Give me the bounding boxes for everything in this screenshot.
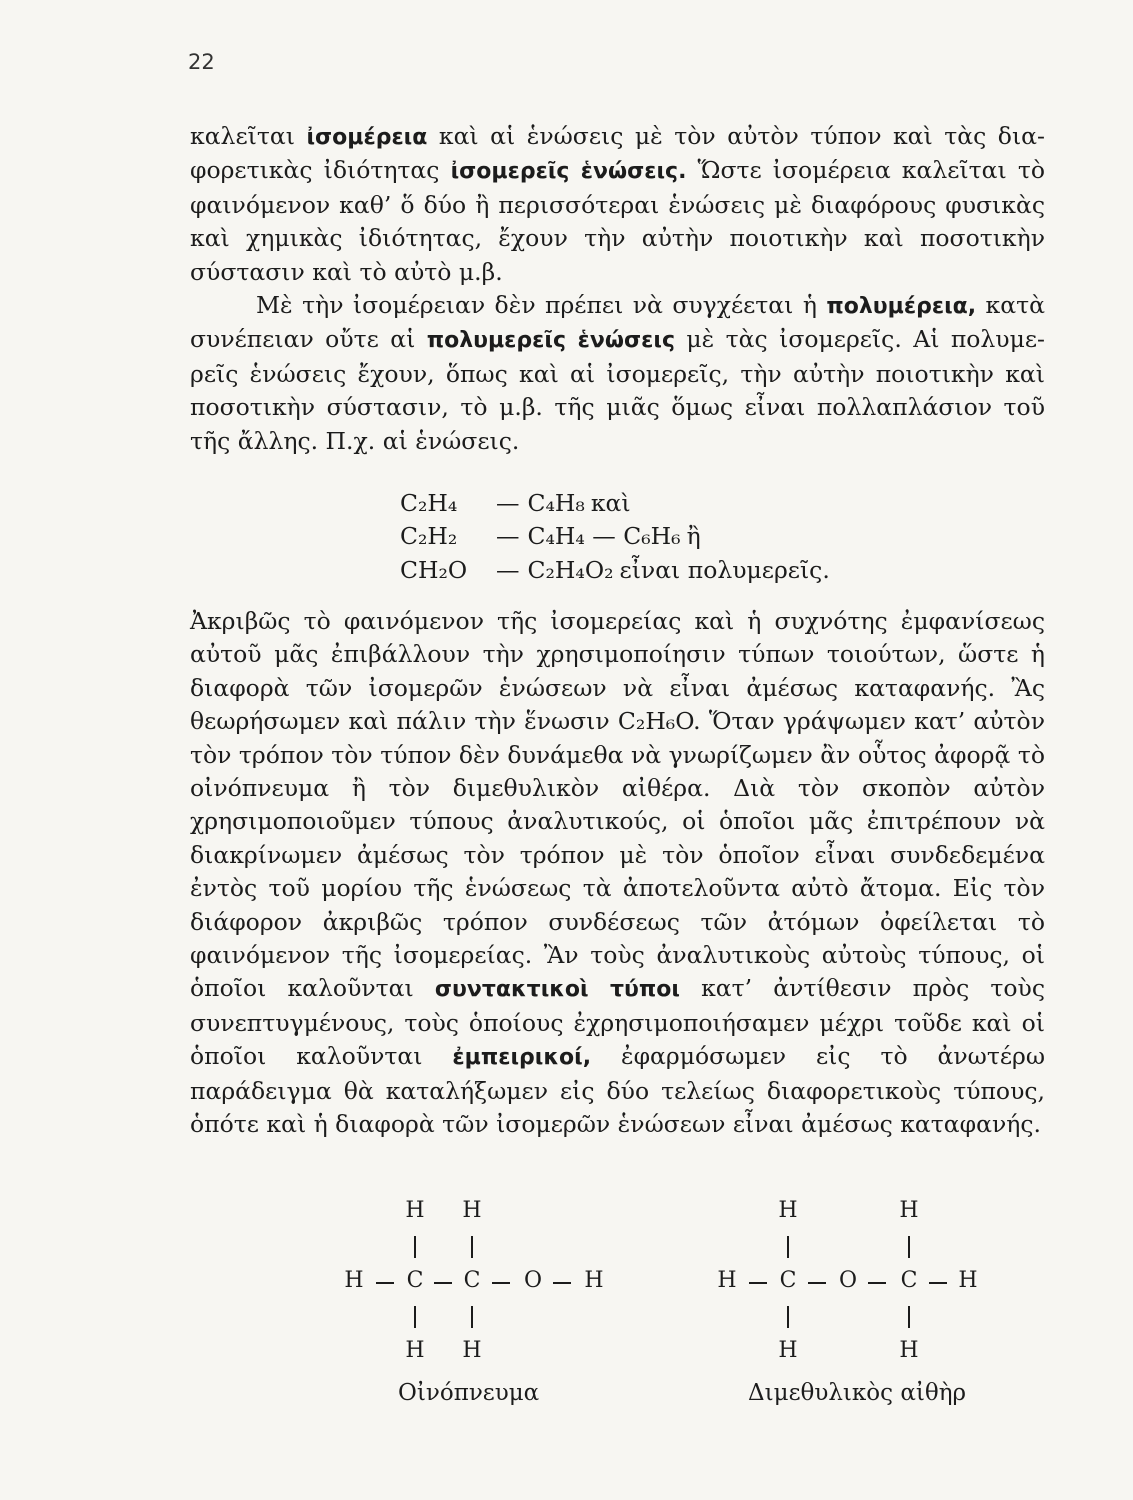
paragraph-polymerism (190, 289, 1045, 458)
atom-c2: C (463, 1268, 481, 1293)
atom-c1: C (406, 1268, 424, 1293)
atom-c1: C (779, 1268, 797, 1293)
formula-row (400, 487, 830, 520)
bond-vertical (471, 1236, 473, 1258)
paragraph-text: κατὰ συνέπειαν οὔτε αἱ (190, 291, 1045, 354)
bond-vertical (471, 1306, 473, 1328)
atom-h-bottom-right: H (462, 1338, 482, 1363)
formula-left: C₂H₂ (400, 522, 458, 551)
formula-dash: — (496, 522, 520, 551)
paragraph-text: Μὲ τὴν ἰσομέρειαν δὲν πρέπει νὰ συγχέεται ἡ (256, 291, 827, 320)
bond-horizontal (749, 1282, 767, 1284)
atom-h-bottom-right: H (899, 1338, 919, 1363)
atom-h-left: H (344, 1268, 364, 1293)
atom-h-top-left: H (405, 1198, 425, 1223)
formula-left: CH₂O (400, 555, 468, 584)
term-empeirikoi: ἐμπειρικοί, (452, 1045, 592, 1071)
bond-horizontal (434, 1282, 452, 1284)
term-polymereia: πολυμέρεια, (826, 294, 977, 320)
atom-o: O (523, 1268, 543, 1293)
term-syntaktikoi-typoi: συντακτικοὶ τύποι (434, 977, 680, 1003)
bond-vertical (908, 1236, 910, 1258)
atom-c2: C (900, 1268, 918, 1293)
caption-ethanol: Οἰνόπνευμα (398, 1380, 540, 1406)
bond-vertical (787, 1306, 789, 1328)
formula-dash: — (496, 555, 520, 584)
bond-horizontal (808, 1282, 826, 1284)
caption-dimethyl-ether: Διμεθυλικὸς αἰθὴρ (748, 1380, 967, 1406)
atom-o: O (838, 1268, 858, 1293)
formula-right: C₄H₈ (527, 489, 585, 517)
formula-row (400, 520, 830, 553)
formula-word: εἶναι πολυμερεῖς. (619, 555, 830, 584)
formula-word: ἢ (686, 522, 701, 551)
atom-h-left: H (717, 1268, 737, 1293)
formula-word: καὶ (590, 489, 631, 517)
atom-h-bottom-left: H (405, 1338, 425, 1363)
paragraph-text: Ὥστε ἰσομέρεια καλεῖται τὸ φαινόμενον καθ’ ὅ δύο ἢ περισσότεραι ἑνώσεις μὲ διαφόρους φυσικὰς καὶ χημικὰς ἰδιότητας, ἔχουν τὴν αὐτὴν ποιοτικὴν καὶ ποσοτικὴν σύστασιν καὶ τὸ αὐτὸ μ.β. (190, 156, 1045, 286)
bond-vertical (414, 1306, 416, 1328)
bond-vertical (787, 1236, 789, 1258)
paragraph-text: ἐφαρμόσωμεν εἰς τὸ ἀνωτέρω παράδειγμα θὰ καταλήξωμεν εἰς δύο τελείως διαφορετικοὺς τύπους, ὁπότε καὶ ἡ διαφορὰ τῶν ἰσομερῶν ἑνώσεων εἶναι ἀμέσως καταφανής. (190, 1042, 1045, 1139)
formula-left: C₂H₄ (400, 489, 458, 517)
atom-h-right: H (584, 1268, 604, 1293)
atom-h-top-right: H (462, 1198, 482, 1223)
atom-h-bottom-left: H (778, 1338, 798, 1363)
text-block-bottom (190, 605, 1045, 1142)
bond-horizontal (376, 1282, 394, 1284)
paragraph-text: Ἀκριβῶς τὸ φαινόμενον τῆς ἰσομερείας καὶ ἡ συχνότης ἐμφανίσεως αὐτοῦ μᾶς ἐπιβάλλουν τὴν χρησιμοποίησιν τύπων τοιούτων, ὥστε ἡ διαφορὰ τῶν ἰσομερῶν ἑνώσεων νὰ εἶναι ἀμέσως καταφανής. Ἂς θεωρήσωμεν καὶ πάλιν τὴν ἕνωσιν C₂H₆O. Ὅταν γράψωμεν κατ’ αὐτὸν τὸν τρόπον τὸν τύπον δὲν δυνάμεθα νὰ γνωρίζωμεν ἂν οὗτος ἀφορᾷ τὸ οἰνόπνευμα ἢ τὸν διμεθυλικὸν αἰθέρα. Διὰ τὸν σκοπὸν αὐτὸν χρησιμοποιοῦμεν τύπους ἀναλυτικούς, οἱ ὁποῖοι μᾶς ἐπιτρέπουν νὰ διακρίνωμεν ἀμέσως τὸν τρόπον μὲ τὸν ὁποῖον εἶναι συνδεδεμένα ἐντὸς τοῦ μορίου τῆς ἑνώσεως τὰ ἀποτελοῦντα αὐτὸ ἄτομα. Εἰς τὸν διάφορον ἀκριβῶς τρόπον συνδέσεως τῶν ἀτόμων ὀφείλεται τὸ φαινόμενον τῆς ἰσομερείας. Ἂν τοὺς ἀναλυτικοὺς αὐτοὺς τύπους, οἱ ὁποῖοι καλοῦνται (190, 607, 1045, 1003)
term-isomereia: ἰσομέρεια (306, 125, 428, 150)
bond-horizontal (553, 1282, 571, 1284)
formula-right: C₂H₄O₂ (527, 555, 614, 584)
paragraph-text: καὶ αἱ ἑνώσεις μὲ τὸν αὐτὸν τύπον καὶ τὰς διαφορετικὰς ἰδιότητας (190, 122, 1045, 185)
atom-h-top-left: H (778, 1198, 798, 1223)
bond-horizontal (492, 1282, 510, 1284)
bond-vertical (908, 1306, 910, 1328)
atom-h-top-right: H (899, 1198, 919, 1223)
bond-vertical (414, 1236, 416, 1258)
paragraph-isomerism-definition (190, 120, 1045, 289)
formula-list (400, 487, 830, 587)
paragraph-text: μὲ τὰς ἰσομερεῖς. Αἱ πολυμερεῖς ἑνώσεις ἔχουν, ὅπως καὶ αἱ ἰσομερεῖς, τὴν αὐτὴν ποιοτικὴν καὶ ποσοτικὴν σύστασιν, τὸ μ.β. τῆς μιᾶς ὅμως εἶναι πολλαπλάσιον τοῦ τῆς ἄλλης. Π.χ. αἱ ἑνώσεις. (190, 325, 1045, 455)
paragraph-structural-formulas (190, 605, 1045, 1142)
text-block-top (190, 120, 1045, 458)
bond-horizontal (868, 1282, 886, 1284)
formula-right: C₄H₄ — C₆H₆ (527, 522, 681, 551)
paragraph-text: καλεῖται (190, 122, 307, 150)
bond-horizontal (929, 1282, 947, 1284)
paragraph-text: κατ’ ἀντίθεσιν πρὸς τοὺς συνεπτυγμένους, τοὺς ὁποίους ἐχρησιμοποιήσαμεν μέχρι τοῦδε καὶ οἱ ὁποῖοι καλοῦνται (190, 974, 1046, 1071)
formula-dash: — (496, 489, 520, 517)
formula-row (400, 554, 830, 587)
page-number: 22 (188, 50, 215, 74)
atom-h-right: H (958, 1268, 978, 1293)
term-isomereis-enoseis: ἰσομερεῖς ἑνώσεις. (450, 159, 687, 185)
term-polymereis-enoseis: πολυμερεῖς ἑνώσεις (426, 328, 675, 354)
